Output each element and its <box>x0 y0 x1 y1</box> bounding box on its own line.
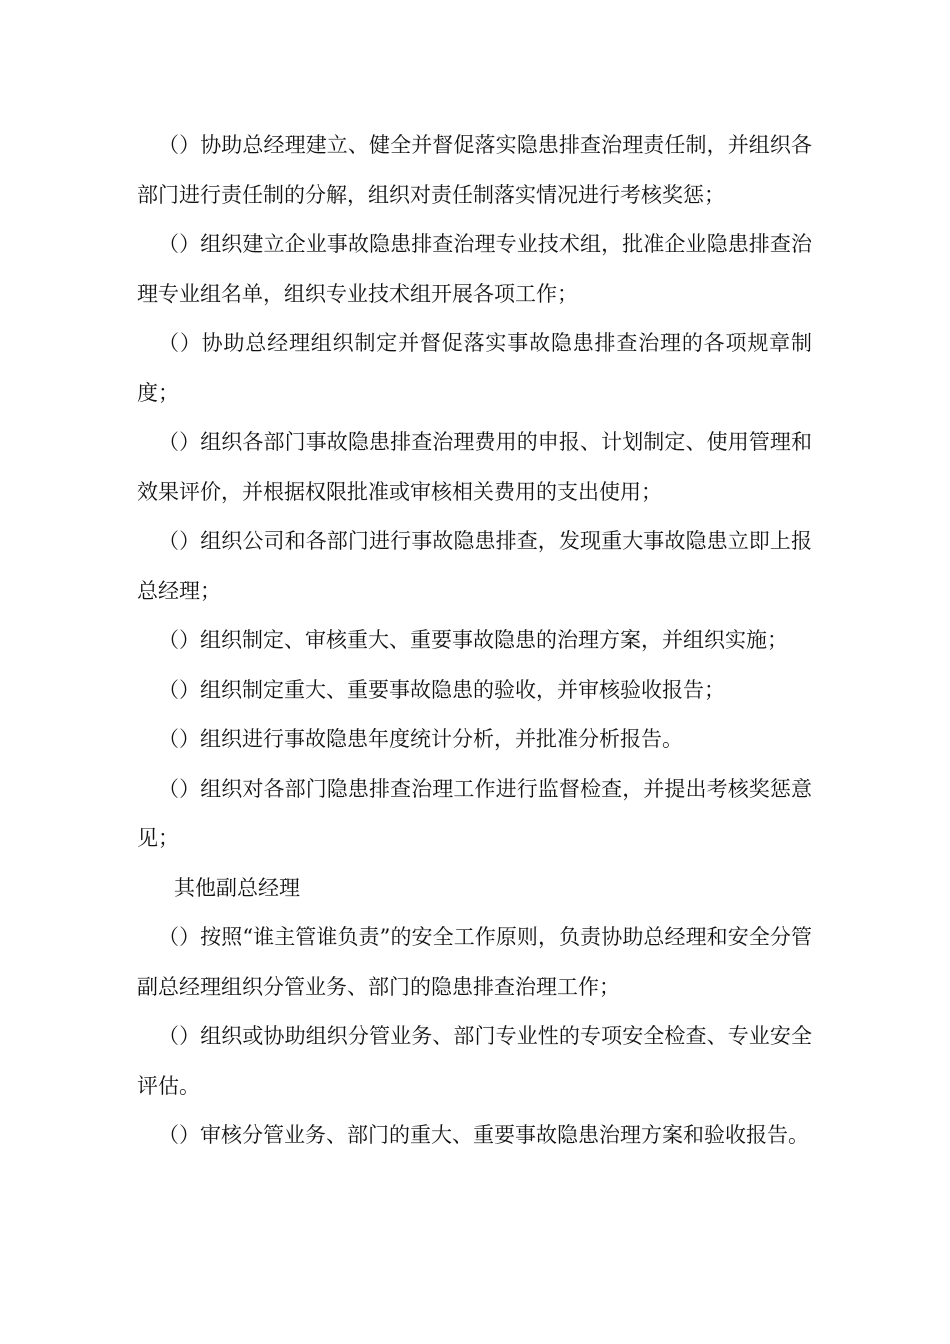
paragraph: （）组织各部门事故隐患排查治理费用的申报、计划制定、使用管理和效果评价，并根据权限批准或审核相关费用的支出使用； <box>137 430 812 504</box>
paragraph: （）按照“谁主管谁负责”的安全工作原则，负责协助总经理和安全分管副总经理组织分管业务、部门的隐患排查治理工作； <box>137 925 812 999</box>
paragraph: （）组织公司和各部门进行事故隐患排查，发现重大事故隐患立即上报总经理； <box>137 529 812 603</box>
paragraph: （）组织或协助组织分管业务、部门专业性的专项安全检查、专业安全评估。 <box>137 1024 812 1098</box>
paragraph: （）组织制定、审核重大、重要事故隐患的治理方案，并组织实施； <box>158 628 788 652</box>
paragraph: （）组织对各部门隐患排查治理工作进行监督检查，并提出考核奖惩意见； <box>137 776 812 850</box>
paragraph: （）组织进行事故隐患年度统计分析，并批准分析报告。 <box>158 727 683 751</box>
document-body <box>137 121 812 1161</box>
paragraph: （）组织制定重大、重要事故隐患的验收，并审核验收报告； <box>158 677 725 702</box>
paragraph: （）协助总经理建立、健全并督促落实隐患排查治理责任制，并组织各部门进行责任制的分解，组织对责任制落实情况进行考核奖惩； <box>137 133 812 207</box>
section-heading: 其他副总经理 <box>174 875 300 900</box>
paragraph: （）组织建立企业事故隐患排查治理专业技术组，批准企业隐患排查治理专业组名单，组织专业技术组开展各项工作； <box>137 232 812 306</box>
paragraph: （）协助总经理组织制定并督促落实事故隐患排查治理的各项规章制度； <box>137 331 812 405</box>
paragraph: （）审核分管业务、部门的重大、重要事故隐患治理方案和验收报告。 <box>158 1123 809 1147</box>
